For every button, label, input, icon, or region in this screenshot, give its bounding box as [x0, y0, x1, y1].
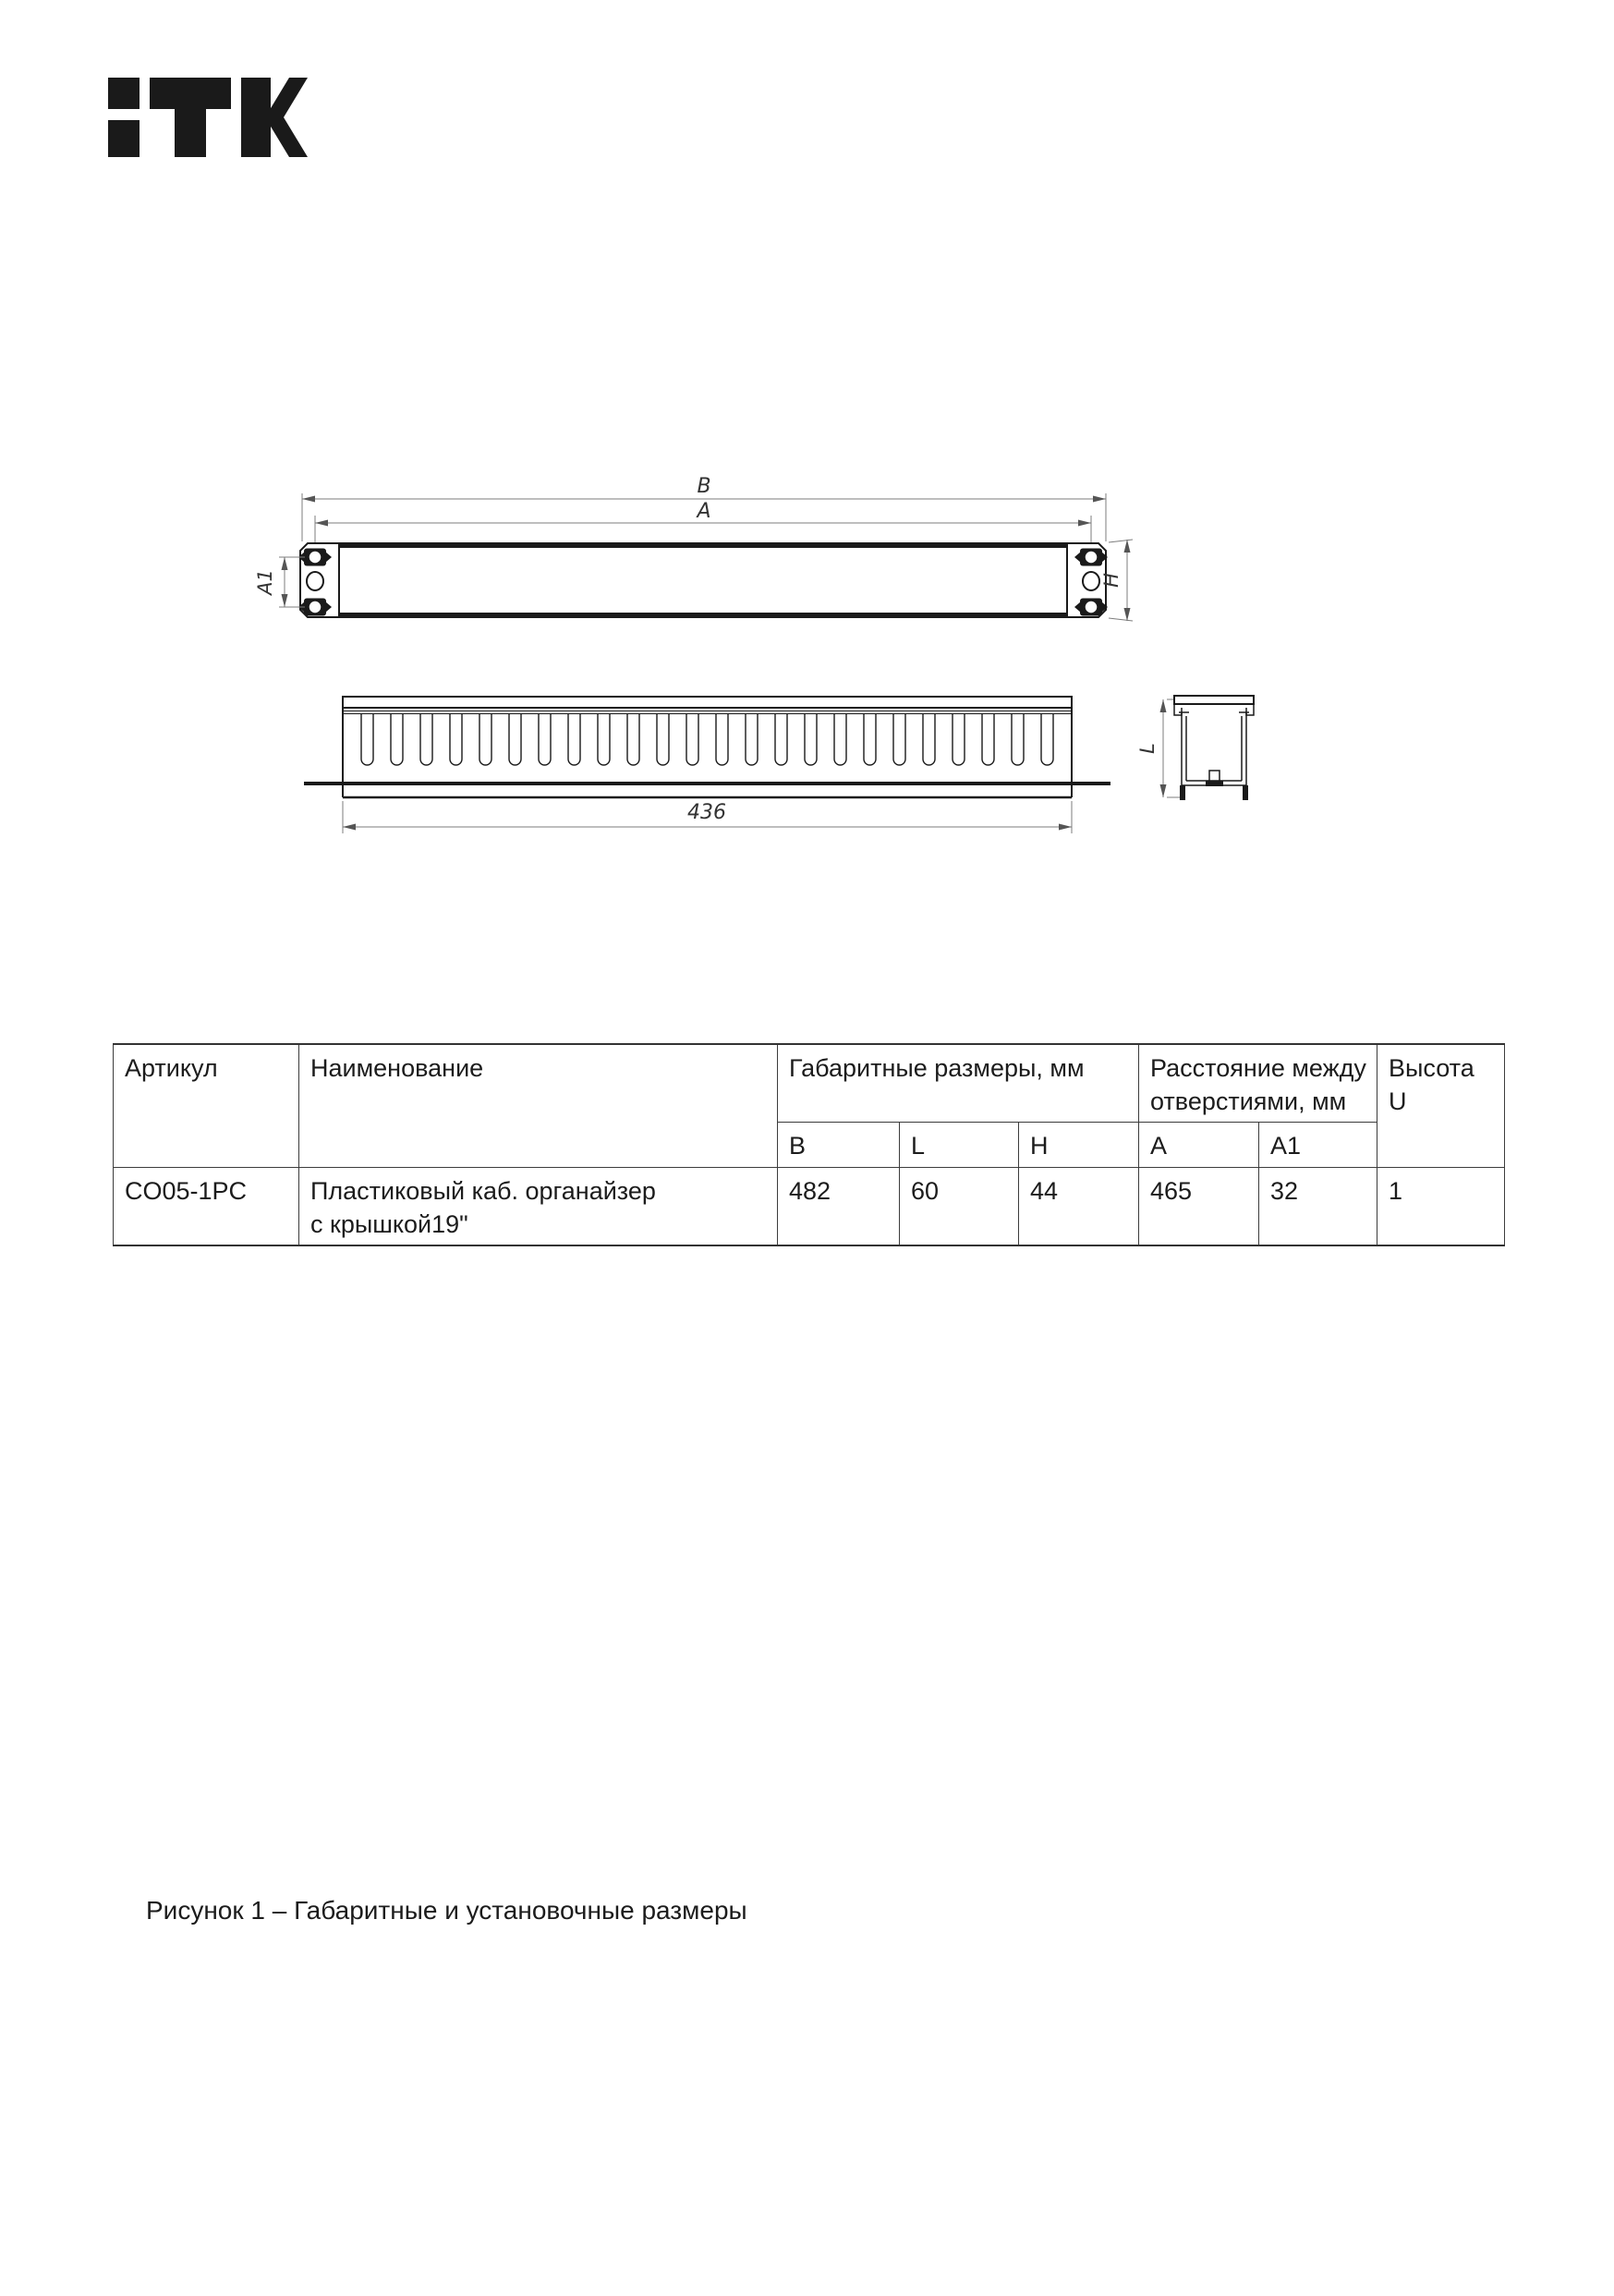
comb-slot — [1012, 714, 1024, 765]
cell-h: 44 — [1019, 1167, 1139, 1245]
cell-name-line1: Пластиковый каб. органайзер — [310, 1176, 656, 1205]
header-group-holes: Расстояние между отверстиями, мм — [1139, 1044, 1377, 1123]
comb-slot — [834, 714, 846, 765]
side-view-drawing — [1132, 679, 1298, 818]
cell-a1: 32 — [1259, 1167, 1377, 1245]
comb-slot — [509, 714, 521, 765]
comb-slot — [953, 714, 965, 765]
dim-label-a: A — [697, 500, 711, 523]
comb-slots — [361, 714, 1053, 765]
comb-slot — [391, 714, 403, 765]
cell-b: 482 — [778, 1167, 900, 1245]
dim-label-436: 436 — [687, 801, 726, 824]
dim-label-h: H — [1100, 573, 1123, 588]
subheader-b: B — [778, 1123, 900, 1168]
table-row — [114, 1167, 1505, 1245]
dimension-436 — [343, 801, 1072, 833]
header-name: Наименование — [299, 1044, 778, 1167]
subheader-l: L — [900, 1123, 1019, 1168]
header-height-u: Высота U — [1377, 1044, 1505, 1167]
comb-slot — [420, 714, 432, 765]
dimension-l — [1136, 699, 1180, 797]
subheader-h: H — [1019, 1123, 1139, 1168]
dimension-a1 — [254, 557, 305, 607]
comb-slot — [568, 714, 580, 765]
cell-name-line2: с крышкой19" — [310, 1209, 468, 1238]
comb-slot — [627, 714, 639, 765]
comb-slot — [982, 714, 994, 765]
cell-artikul: CO05-1PC — [114, 1167, 299, 1245]
cell-a: 465 — [1139, 1167, 1259, 1245]
comb-slot — [775, 714, 787, 765]
header-group-dimensions: Габаритные размеры, мм — [778, 1044, 1139, 1123]
subheader-a1: A1 — [1259, 1123, 1377, 1168]
comb-slot — [539, 714, 551, 765]
header-artikul: Артикул — [114, 1044, 299, 1167]
comb-slot — [1041, 714, 1053, 765]
comb-slot — [893, 714, 905, 765]
itk-logo — [108, 78, 308, 157]
comb-slot — [657, 714, 669, 765]
itk-logo-glyphs — [108, 78, 308, 157]
cell-l: 60 — [900, 1167, 1019, 1245]
mount-clip — [1209, 771, 1220, 781]
comb-slot — [598, 714, 610, 765]
comb-slot — [716, 714, 728, 765]
comb-slot — [923, 714, 935, 765]
panel-body — [339, 543, 1067, 617]
dim-label-b: B — [697, 475, 711, 498]
comb-body — [304, 697, 1110, 797]
comb-slot — [686, 714, 698, 765]
comb-slot — [864, 714, 876, 765]
figure-caption: Рисунок 1 – Габаритные и установочные размеры — [146, 1896, 747, 1925]
front-view-drawing — [240, 462, 1183, 647]
cell-name — [299, 1167, 778, 1245]
comb-slot — [450, 714, 462, 765]
duct-section — [1174, 696, 1254, 800]
comb-slot — [479, 714, 491, 765]
comb-view-drawing — [240, 674, 1183, 850]
dim-label-l: L — [1136, 743, 1159, 754]
comb-slot — [361, 714, 373, 765]
subheader-a: A — [1139, 1123, 1259, 1168]
cell-u: 1 — [1377, 1167, 1505, 1245]
spec-table — [113, 1043, 1505, 1246]
dim-label-a1: A1 — [254, 569, 276, 595]
comb-slot — [805, 714, 817, 765]
comb-slot — [746, 714, 758, 765]
